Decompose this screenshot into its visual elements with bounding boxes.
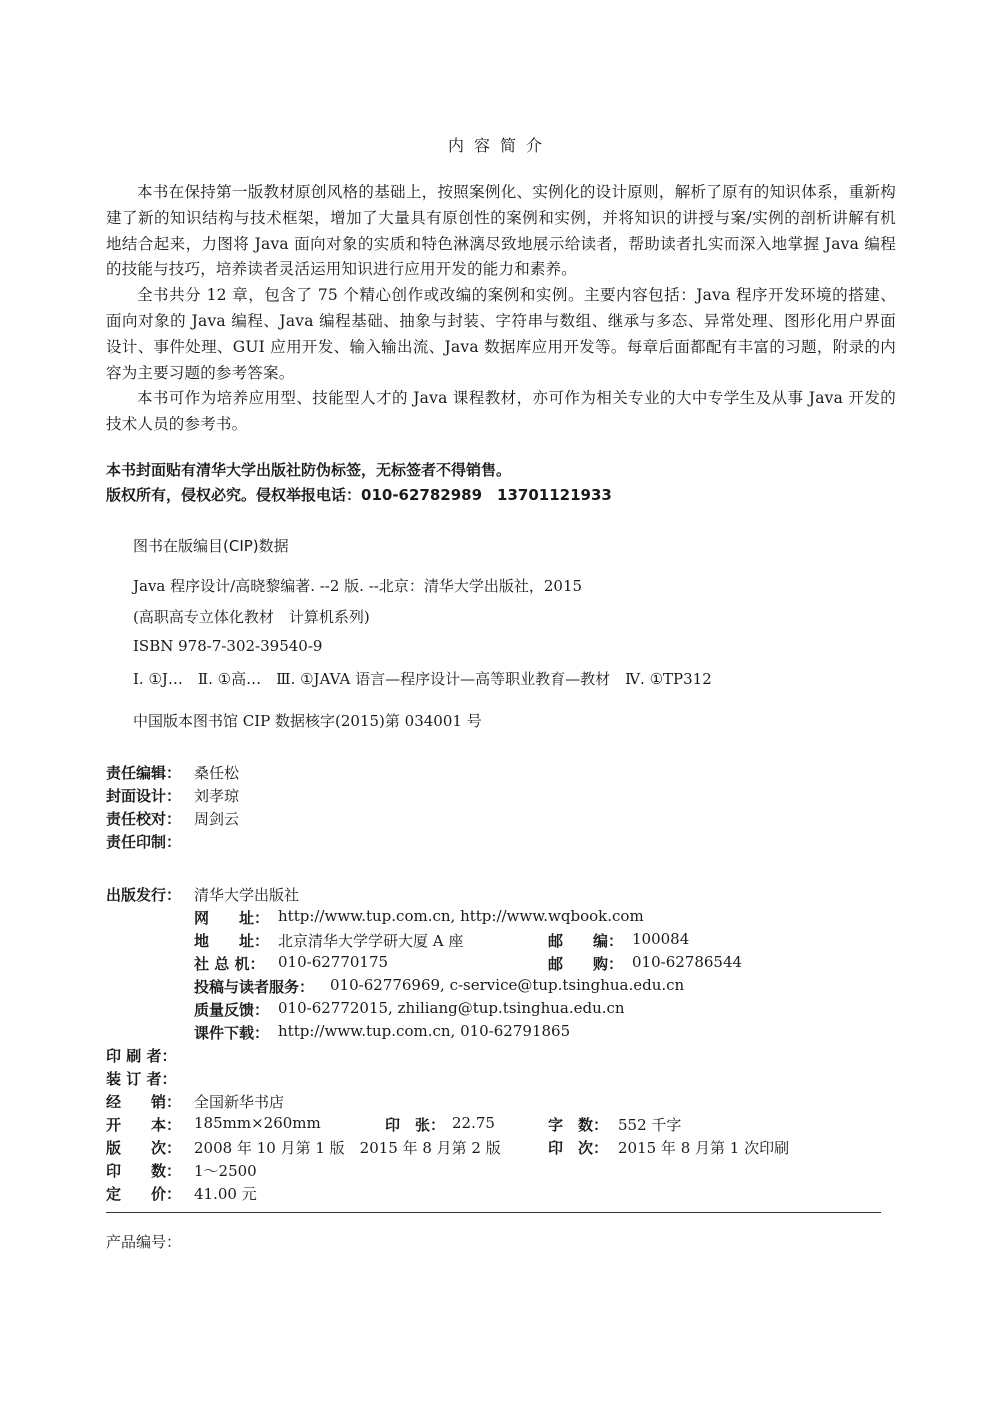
proofreader-label: 责任校对： (106, 810, 182, 828)
cip-record-line: 中国版本图书馆 CIP 数据核字(2015)第 034001 号 (133, 712, 482, 730)
address-label: 地 址： (194, 932, 270, 950)
binder-label: 装 订 者： (106, 1070, 177, 1088)
edition-value: 2008 年 10 月第 1 版 2015 年 8 月第 2 版 (194, 1139, 501, 1157)
editor-value: 桑任松 (194, 764, 240, 782)
print-sheets-label: 印 张： (385, 1116, 446, 1134)
format-label: 开 本： (106, 1116, 182, 1134)
cip-classification-line: Ⅰ. ①J… Ⅱ. ①高… Ⅲ. ①JAVA 语言—程序设计—高等职业教育—教材 Ⅳ. ①TP312 (133, 670, 712, 688)
cip-isbn-line: ISBN 978-7-302-39540-9 (133, 637, 323, 655)
distributor-value: 全国新华书店 (194, 1093, 285, 1111)
editor-label: 责任编辑： (106, 764, 182, 782)
format-value: 185mm×260mm (194, 1114, 321, 1132)
publisher-label: 出版发行： (106, 886, 182, 904)
postcode-value: 100084 (632, 930, 690, 948)
quality-feedback-label: 质量反馈： (194, 1001, 270, 1019)
price-value: 41.00 元 (194, 1185, 257, 1203)
cover-design-value: 刘孝琼 (194, 787, 240, 805)
anti-counterfeit-notice: 本书封面贴有清华大学出版社防伪标签，无标签者不得销售。 (106, 461, 512, 479)
switchboard-value: 010-62770175 (278, 953, 389, 971)
word-count-label: 字 数： (548, 1116, 609, 1134)
mail-order-label: 邮 购： (548, 955, 624, 973)
print-manager-label: 责任印制： (106, 833, 182, 851)
cip-series-line: (高职高专立体化教材 计算机系列) (133, 608, 370, 626)
price-label: 定 价： (106, 1185, 182, 1203)
distributor-label: 经 销： (106, 1093, 182, 1111)
copyright-notice: 版权所有，侵权必究。侵权举报电话：010-62782989 13701121933 (106, 486, 612, 504)
page-title: 内容简介 (447, 136, 552, 155)
cip-heading: 图书在版编目(CIP)数据 (133, 537, 289, 555)
mail-order-value: 010-62786544 (632, 953, 743, 971)
word-count-value: 552 千字 (618, 1116, 682, 1134)
cover-design-label: 封面设计： (106, 787, 182, 805)
printer-label: 印 刷 者： (106, 1047, 177, 1065)
print-run-label: 印 数： (106, 1162, 182, 1180)
intro-paragraph: 本书可作为培养应用型、技能型人才的 Java 课程教材，亦可作为相关专业的大中专学生及从事 Java 开发的技术人员的参考书。 (106, 389, 896, 434)
edition-label: 版 次： (106, 1139, 182, 1157)
publisher-name: 清华大学出版社 (194, 886, 300, 904)
address-value: 北京清华大学学研大厦 A 座 (278, 932, 464, 950)
website-label: 网 址： (194, 909, 270, 927)
courseware-download-value: http://www.tup.com.cn, 010-62791865 (278, 1022, 571, 1040)
intro-paragraph: 全书共分 12 章，包含了 75 个精心创作或改编的案例和实例。主要内容包括：Java 程序开发环境的搭建、面向对象的 Java 编程、Java 编程基础、抽象与封装、字符串与数组、继承与多态、异常处理、图形化用户界面设计、事件处理、GUI 应用开发、输入输出流、Java 数据库应用开发等。每章后面都配有丰富的习题，附录的内容为主要习题的参考答案。 (106, 286, 896, 382)
divider-line (106, 1212, 881, 1213)
reader-service-label: 投稿与读者服务： (194, 978, 315, 996)
print-run-value: 1～2500 (194, 1162, 257, 1180)
postcode-label: 邮 编： (548, 932, 624, 950)
switchboard-label: 社 总 机： (194, 955, 265, 973)
product-code-label: 产品编号： (106, 1233, 182, 1251)
intro-paragraph: 本书在保持第一版教材原创风格的基础上，按照案例化、实例化的设计原则，解析了原有的知识体系，重新构建了新的知识结构与技术框架，增加了大量具有原创性的案例和实例，并将知识的讲授与案/实例的剖析讲解有机地结合起来，力图将 Java 面向对象的实质和特色淋漓尽致地展示给读者，帮助读者扎实而深入地掌握 Java 编程的技能与技巧，培养读者灵活运用知识进行应用开发的能力和素养。 (106, 183, 896, 279)
reader-service-value: 010-62776969, c-service@tup.tsinghua.edu.cn (330, 976, 685, 994)
website-value: http://www.tup.com.cn, http://www.wqbook.com (278, 907, 644, 925)
quality-feedback-value: 010-62772015, zhiliang@tup.tsinghua.edu.cn (278, 999, 625, 1017)
intro-section (106, 180, 896, 438)
impression-value: 2015 年 8 月第 1 次印刷 (618, 1139, 790, 1157)
proofreader-value: 周剑云 (194, 810, 240, 828)
cip-title-line: Java 程序设计/高晓黎编著. --2 版. --北京：清华大学出版社，2015 (133, 577, 583, 595)
courseware-download-label: 课件下载： (194, 1024, 270, 1042)
impression-label: 印 次： (548, 1139, 609, 1157)
print-sheets-value: 22.75 (452, 1114, 495, 1132)
